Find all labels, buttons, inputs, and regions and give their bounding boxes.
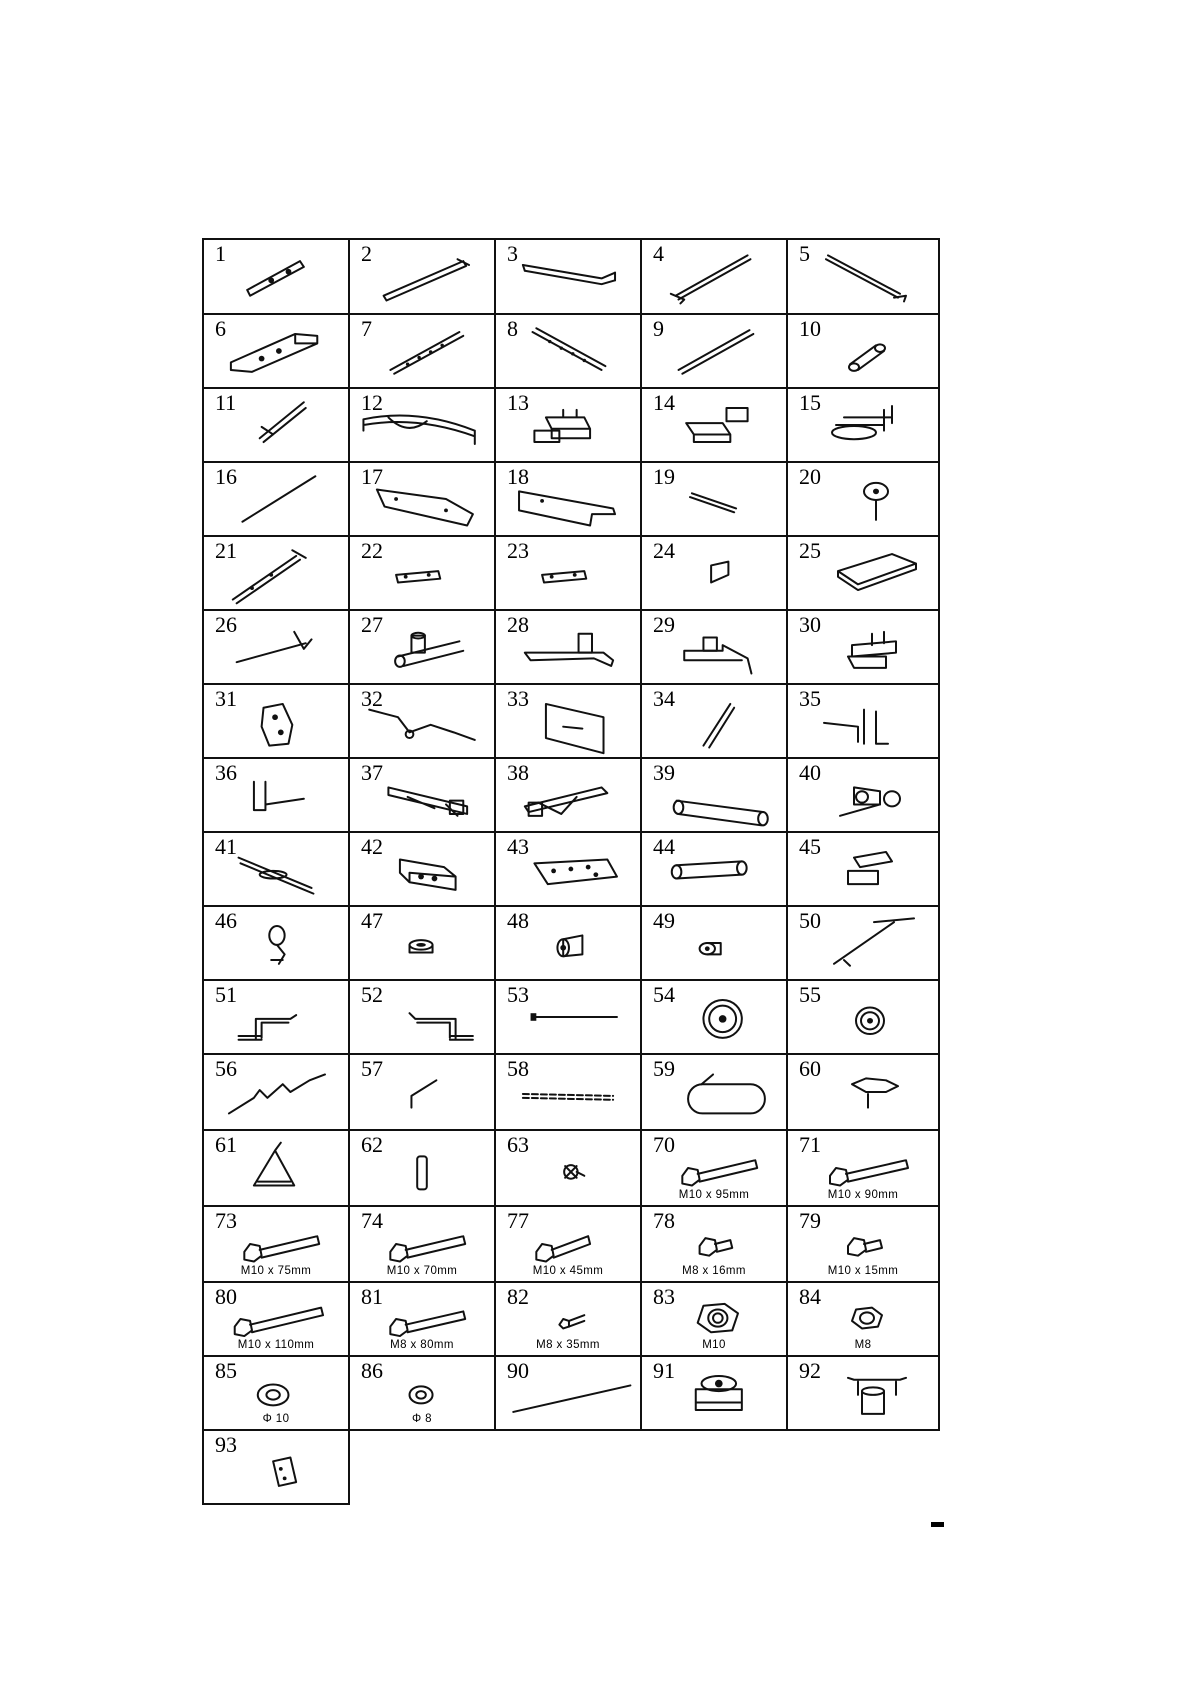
part-number: 91: [653, 1358, 675, 1383]
part-cell-31: [202, 683, 350, 759]
part-number: 26: [215, 612, 237, 637]
part-cell-16: [202, 461, 350, 537]
part-number: 78: [653, 1208, 675, 1233]
part-cell-1: [202, 238, 350, 315]
part-number: 55: [799, 982, 821, 1007]
part-cell-41: [202, 831, 350, 907]
part-number: 10: [799, 316, 821, 341]
part-cell-47: [348, 905, 496, 981]
part-number: 73: [215, 1208, 237, 1233]
parts-row: [202, 757, 940, 833]
parts-row: [202, 1053, 940, 1131]
part-cell-78: [640, 1205, 788, 1283]
part-number: 93: [215, 1432, 237, 1457]
parts-row: [202, 1429, 940, 1505]
part-number: 4: [653, 241, 664, 266]
part-cell-24: [640, 535, 788, 611]
part-cell-34: [640, 683, 788, 759]
parts-row: [202, 313, 940, 389]
part-cell-25: [786, 535, 940, 611]
parts-row: [202, 461, 940, 537]
part-number: 47: [361, 908, 383, 933]
part-number: 57: [361, 1056, 383, 1081]
part-number: 33: [507, 686, 529, 711]
part-number: 29: [653, 612, 675, 637]
part-number: 38: [507, 760, 529, 785]
part-cell-27: [348, 609, 496, 685]
part-number: 5: [799, 241, 810, 266]
part-number: 16: [215, 464, 237, 489]
part-number: 30: [799, 612, 821, 637]
part-spec: M8: [854, 1339, 872, 1351]
part-number: 27: [361, 612, 383, 637]
part-number: 19: [653, 464, 675, 489]
part-number: 3: [507, 241, 518, 266]
parts-row: [202, 905, 940, 981]
part-number: 90: [507, 1358, 529, 1383]
part-number: 48: [507, 908, 529, 933]
part-cell-39: [640, 757, 788, 833]
part-cell-62: [348, 1129, 496, 1207]
part-cell-7: [348, 313, 496, 389]
part-number: 37: [361, 760, 383, 785]
part-cell-4: [640, 238, 788, 315]
part-number: 70: [653, 1132, 675, 1157]
part-cell-6: [202, 313, 350, 389]
part-cell-56: [202, 1053, 350, 1131]
part-cell-18: [494, 461, 642, 537]
part-cell-37: [348, 757, 496, 833]
part-cell-2: [348, 238, 496, 315]
part-cell-22: [348, 535, 496, 611]
parts-row: [202, 1205, 940, 1283]
part-number: 42: [361, 834, 383, 859]
part-number: 43: [507, 834, 529, 859]
part-number: 84: [799, 1284, 821, 1309]
parts-row: [202, 535, 940, 611]
part-cell-21: [202, 535, 350, 611]
part-cell-84: [786, 1281, 940, 1357]
part-spec: Φ 8: [412, 1413, 432, 1425]
part-cell-42: [348, 831, 496, 907]
part-number: 35: [799, 686, 821, 711]
part-number: 63: [507, 1132, 529, 1157]
part-number: 21: [215, 538, 237, 563]
diagonal-tube-rev-drawing: [788, 240, 938, 313]
part-number: 41: [215, 834, 237, 859]
part-cell-43: [494, 831, 642, 907]
part-cell-71: [786, 1129, 940, 1207]
part-cell-20: [786, 461, 940, 537]
part-cell-85: [202, 1355, 350, 1431]
part-number: 53: [507, 982, 529, 1007]
part-number: 71: [799, 1132, 821, 1157]
part-number: 36: [215, 760, 237, 785]
part-number: 82: [507, 1284, 529, 1309]
part-spec: M10 x 70mm: [386, 1265, 458, 1277]
part-cell-23: [494, 535, 642, 611]
parts-grid: [202, 238, 940, 1522]
part-cell-50: [786, 905, 940, 981]
part-cell-15: [786, 387, 940, 463]
part-cell-33: [494, 683, 642, 759]
part-number: 56: [215, 1056, 237, 1081]
part-cell-80: [202, 1281, 350, 1357]
part-spec: M10 x 90mm: [827, 1189, 899, 1201]
part-number: 58: [507, 1056, 529, 1081]
part-cell-63: [494, 1129, 642, 1207]
part-cell-70: [640, 1129, 788, 1207]
part-cell-73: [202, 1205, 350, 1283]
part-cell-83: [640, 1281, 788, 1357]
part-cell-11: [202, 387, 350, 463]
parts-row: [202, 979, 940, 1055]
part-number: 44: [653, 834, 675, 859]
part-cell-44: [640, 831, 788, 907]
part-cell-92: [786, 1355, 940, 1431]
part-cell-9: [640, 313, 788, 389]
part-number: 45: [799, 834, 821, 859]
part-spec: Φ 10: [262, 1413, 290, 1425]
part-number: 49: [653, 908, 675, 933]
part-cell-61: [202, 1129, 350, 1207]
part-spec: M10 x 110mm: [237, 1339, 315, 1351]
part-cell-13: [494, 387, 642, 463]
part-number: 23: [507, 538, 529, 563]
part-cell-74: [348, 1205, 496, 1283]
part-cell-93: [202, 1429, 350, 1505]
part-cell-26: [202, 609, 350, 685]
part-number: 7: [361, 316, 372, 341]
part-cell-77: [494, 1205, 642, 1283]
part-cell-91: [640, 1355, 788, 1431]
parts-row: [202, 683, 940, 759]
part-cell-54: [640, 979, 788, 1055]
part-cell-57: [348, 1053, 496, 1131]
part-cell-40: [786, 757, 940, 833]
part-cell-58: [494, 1053, 642, 1131]
part-spec: M10 x 45mm: [532, 1265, 604, 1277]
part-number: 62: [361, 1132, 383, 1157]
part-cell-45: [786, 831, 940, 907]
part-number: 31: [215, 686, 237, 711]
part-cell-36: [202, 757, 350, 833]
part-cell-17: [348, 461, 496, 537]
part-spec: M8 x 35mm: [536, 1339, 600, 1351]
part-number: 61: [215, 1132, 237, 1157]
part-cell-82: [494, 1281, 642, 1357]
part-number: 17: [361, 464, 383, 489]
parts-row: [202, 831, 940, 907]
part-number: 28: [507, 612, 529, 637]
part-number: 59: [653, 1056, 675, 1081]
part-number: 1: [215, 241, 226, 266]
part-cell-79: [786, 1205, 940, 1283]
part-spec: M10 x 75mm: [240, 1265, 312, 1277]
part-number: 86: [361, 1358, 383, 1383]
part-cell-52: [348, 979, 496, 1055]
part-cell-60: [786, 1053, 940, 1131]
part-number: 80: [215, 1284, 237, 1309]
part-cell-14: [640, 387, 788, 463]
part-cell-3: [494, 238, 642, 315]
part-cell-86: [348, 1355, 496, 1431]
part-number: 52: [361, 982, 383, 1007]
part-number: 74: [361, 1208, 383, 1233]
part-spec: M8 x 80mm: [390, 1339, 454, 1351]
part-cell-29: [640, 609, 788, 685]
part-cell-81: [348, 1281, 496, 1357]
part-number: 24: [653, 538, 675, 563]
part-number: 92: [799, 1358, 821, 1383]
part-spec: M8 x 16mm: [682, 1265, 746, 1277]
part-number: 46: [215, 908, 237, 933]
part-cell-5: [786, 238, 940, 315]
part-cell-38: [494, 757, 642, 833]
part-number: 18: [507, 464, 529, 489]
part-number: 15: [799, 390, 821, 415]
part-spec: M10 x 15mm: [827, 1265, 899, 1277]
part-cell-49: [640, 905, 788, 981]
parts-row: [202, 1281, 940, 1357]
part-number: 39: [653, 760, 675, 785]
part-cell-28: [494, 609, 642, 685]
part-number: 60: [799, 1056, 821, 1081]
part-cell-10: [786, 313, 940, 389]
part-cell-19: [640, 461, 788, 537]
part-cell-48: [494, 905, 642, 981]
part-number: 2: [361, 241, 372, 266]
part-number: 6: [215, 316, 226, 341]
part-number: 50: [799, 908, 821, 933]
part-spec: M10: [702, 1339, 726, 1351]
part-number: 54: [653, 982, 675, 1007]
part-number: 85: [215, 1358, 237, 1383]
part-number: 20: [799, 464, 821, 489]
part-cell-55: [786, 979, 940, 1055]
part-number: 22: [361, 538, 383, 563]
part-cell-90: [494, 1355, 642, 1431]
part-number: 79: [799, 1208, 821, 1233]
page-mark: [931, 1522, 944, 1527]
part-cell-30: [786, 609, 940, 685]
part-number: 9: [653, 316, 664, 341]
part-number: 25: [799, 538, 821, 563]
part-number: 12: [361, 390, 383, 415]
parts-row: [202, 1129, 940, 1207]
part-number: 81: [361, 1284, 383, 1309]
part-cell-12: [348, 387, 496, 463]
part-number: 8: [507, 316, 518, 341]
part-cell-51: [202, 979, 350, 1055]
part-number: 32: [361, 686, 383, 711]
parts-row: [202, 1355, 940, 1431]
part-number: 40: [799, 760, 821, 785]
part-number: 14: [653, 390, 675, 415]
part-number: 51: [215, 982, 237, 1007]
part-number: 77: [507, 1208, 529, 1233]
parts-row: [202, 238, 940, 315]
part-number: 13: [507, 390, 529, 415]
part-cell-32: [348, 683, 496, 759]
part-number: 11: [215, 390, 237, 415]
part-cell-8: [494, 313, 642, 389]
part-cell-59: [640, 1053, 788, 1131]
part-cell-35: [786, 683, 940, 759]
part-cell-46: [202, 905, 350, 981]
part-number: 34: [653, 686, 675, 711]
part-cell-53: [494, 979, 642, 1055]
parts-row: [202, 387, 940, 463]
part-spec: M10 x 95mm: [678, 1189, 750, 1201]
parts-row: [202, 609, 940, 685]
part-number: 83: [653, 1284, 675, 1309]
